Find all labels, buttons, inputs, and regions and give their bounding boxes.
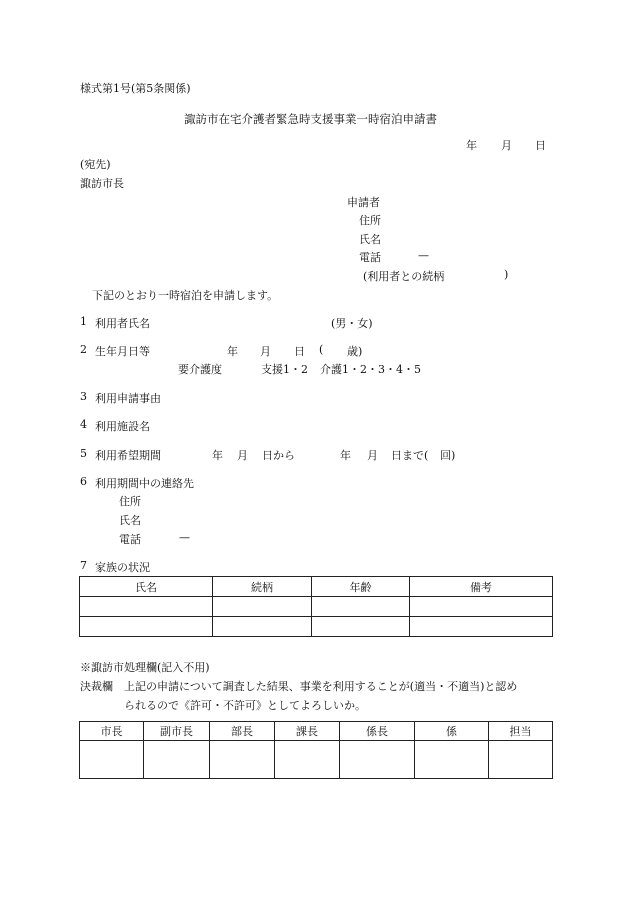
item-5-label: 利用希望期間 — [95, 449, 161, 462]
intro-text: 下記のとおり一時宿泊を申請します。 — [92, 289, 279, 302]
approval-header-staff: 係 — [415, 722, 489, 741]
item-4-number: 4 — [80, 418, 87, 431]
item-5-times: 回) — [440, 449, 456, 462]
applicant-phone-dash: — — [418, 249, 429, 262]
approval-header-row — [80, 722, 553, 741]
approval-header-unit-chief: 係長 — [340, 722, 415, 741]
family-cell[interactable] — [410, 617, 553, 637]
applicant-address-label: 住所 — [359, 214, 381, 227]
item-3-label: 利用申請事由 — [95, 392, 161, 405]
approval-header-mayor: 市長 — [80, 722, 144, 741]
item-1-number: 1 — [80, 315, 87, 328]
item-6-number: 6 — [80, 475, 87, 488]
office-heading: ※諏訪市処理欄(記入不用) — [80, 661, 210, 674]
item-6-label: 利用期間中の連絡先 — [95, 477, 194, 490]
approval-header-section-chief: 課長 — [275, 722, 340, 741]
applicant-relation-label: (利用者との続柄 — [363, 270, 445, 283]
item-5-year-until: 年 — [340, 449, 351, 462]
item-2-day: 日 — [294, 345, 305, 358]
item-5-year-from: 年 — [212, 449, 223, 462]
item-2-number: 2 — [80, 343, 87, 356]
decision-text-line1: 上記の申請について調査した結果、事業を利用することが(適当・不適当)と認め — [124, 680, 518, 693]
item-5-from: 日から — [262, 449, 295, 462]
approval-stamp-cell[interactable] — [275, 741, 340, 779]
approval-stamp-cell[interactable] — [340, 741, 415, 779]
family-header-notes: 備考 — [410, 577, 553, 597]
family-header-relation: 続柄 — [213, 577, 312, 597]
decision-text-line2: られるので《許可・不許可》としてよろしいか。 — [124, 699, 366, 712]
item-1-label: 利用者氏名 — [95, 317, 150, 330]
item-5-until: 日まで( — [391, 449, 429, 462]
applicant-heading: 申請者 — [347, 196, 380, 209]
family-cell[interactable] — [80, 617, 213, 637]
family-table-row — [80, 597, 553, 617]
date-year-label: 年 — [466, 139, 477, 152]
item-2-age: 歳) — [347, 345, 363, 358]
family-cell[interactable] — [410, 597, 553, 617]
approval-stamp-row — [80, 741, 553, 779]
approval-header-in-charge: 担当 — [489, 722, 553, 741]
item-5-month-until: 月 — [367, 449, 378, 462]
approval-header-director: 部長 — [210, 722, 275, 741]
family-table — [79, 576, 553, 637]
item-1-gender: (男・女) — [331, 317, 373, 330]
decision-label: 決裁欄 — [80, 680, 113, 693]
item-2-year: 年 — [227, 345, 238, 358]
item-3-number: 3 — [80, 390, 87, 403]
family-cell[interactable] — [312, 617, 410, 637]
date-day-label: 日 — [535, 139, 546, 152]
item-7-number: 7 — [80, 559, 87, 572]
approval-stamp-cell[interactable] — [144, 741, 210, 779]
approval-stamp-cell[interactable] — [210, 741, 275, 779]
approval-stamp-cell[interactable] — [415, 741, 489, 779]
applicant-name-label: 氏名 — [359, 233, 381, 246]
family-header-age: 年齢 — [312, 577, 410, 597]
item-4-label: 利用施設名 — [95, 420, 150, 433]
family-cell[interactable] — [213, 597, 312, 617]
item-2-care-label: 要介護度 — [178, 363, 222, 376]
family-table-row — [80, 617, 553, 637]
item-6-phone-label: 電話 — [119, 533, 141, 546]
item-5-month-from: 月 — [237, 449, 248, 462]
family-cell[interactable] — [312, 597, 410, 617]
date-month-label: 月 — [501, 139, 512, 152]
item-2-care: 介護1・2・3・4・5 — [320, 363, 421, 376]
approval-stamp-cell[interactable] — [80, 741, 144, 779]
family-table-header-row — [80, 577, 553, 597]
addressee-name: 諏訪市長 — [80, 177, 124, 190]
item-6-address-label: 住所 — [119, 495, 141, 508]
item-2-month: 月 — [260, 345, 271, 358]
item-2-age-open: ( — [319, 343, 324, 356]
family-header-name: 氏名 — [80, 577, 213, 597]
item-6-phone-dash: — — [179, 531, 190, 544]
item-6-name-label: 氏名 — [119, 514, 141, 527]
form-number: 様式第1号(第5条関係) — [80, 82, 191, 95]
family-cell[interactable] — [213, 617, 312, 637]
applicant-phone-label: 電話 — [359, 251, 381, 264]
form-title: 諏訪市在宅介護者緊急時支援事業一時宿泊申請書 — [184, 112, 437, 126]
approval-header-deputy-mayor: 副市長 — [144, 722, 210, 741]
item-5-number: 5 — [80, 447, 87, 460]
family-cell[interactable] — [80, 597, 213, 617]
addressee-prefix: (宛先) — [80, 158, 111, 171]
applicant-relation-close: ) — [504, 268, 509, 281]
approval-stamp-cell[interactable] — [489, 741, 553, 779]
item-2-support: 支援1・2 — [261, 363, 308, 376]
approval-table — [79, 721, 553, 779]
item-2-label: 生年月日等 — [95, 345, 150, 358]
item-7-label: 家族の状況 — [95, 561, 150, 574]
